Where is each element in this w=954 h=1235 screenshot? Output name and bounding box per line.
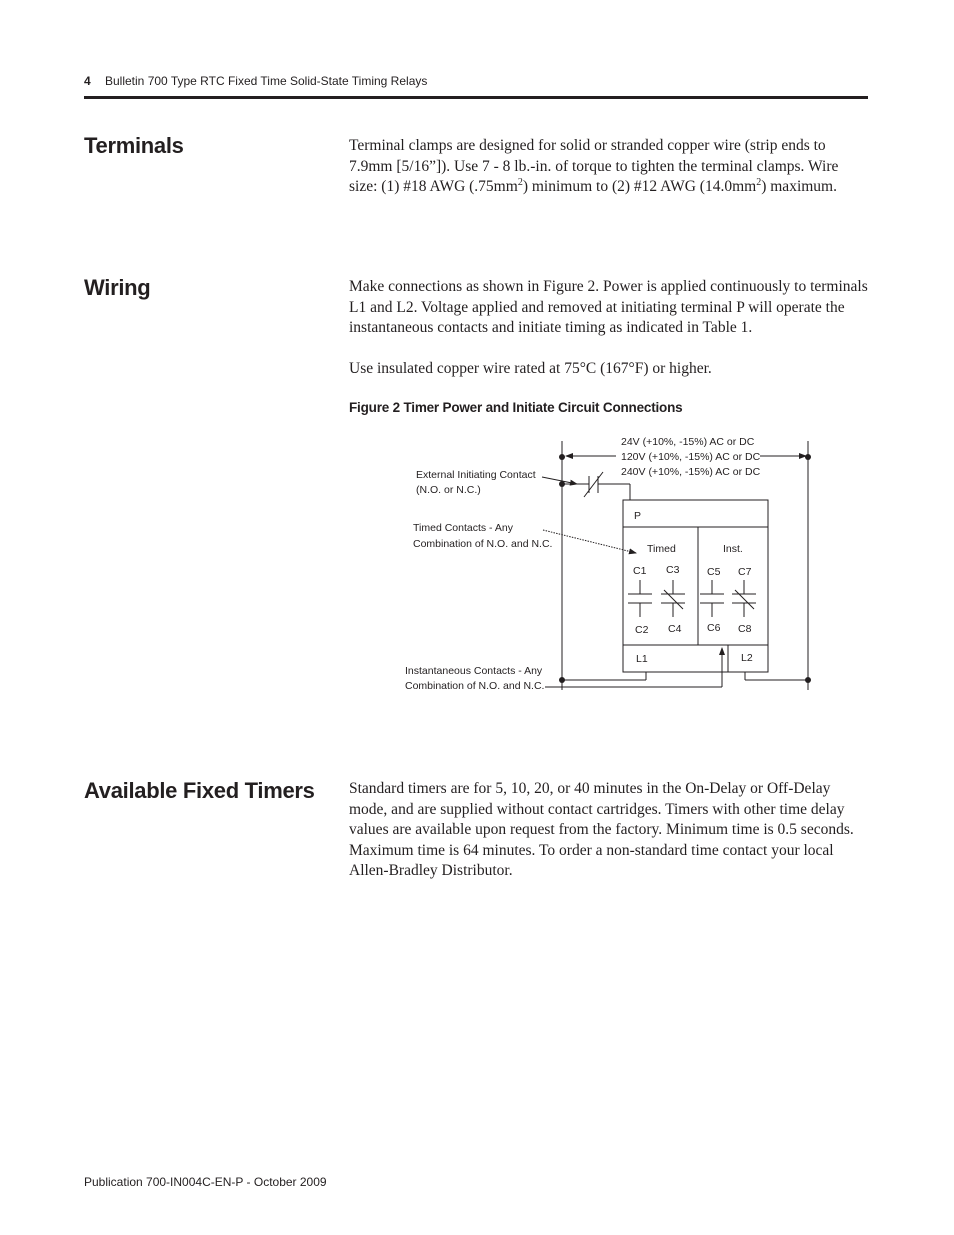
label-timed: Timed [647,543,676,555]
label-timed-contacts: Timed Contacts - Any [413,522,513,534]
terminal-c4: C4 [668,623,682,635]
terminal-c5: C5 [707,566,721,578]
terminal-p: P [634,510,642,522]
fixed-timers-paragraph: Standard timers are for 5, 10, 20, or 40 minutes in the On-Delay or Off-Delay mode, and are supplied without contact cartridges. Timers with other time delay values are available upon request from the factory. Minimum time is 0.5 seconds. Maximum time is 64 minutes. To order a non-standard time contact your local Allen-Bradley Distributor. [349,780,854,879]
wiring-paragraph-2: Use insulated copper wire rated at 75°C (167°F) or higher. [349,360,712,377]
label-external-contact: External Initiating Contact [416,469,536,481]
heading-terminals: Terminals [84,133,184,158]
voltage-line-1: 24V (+10%, -15%) AC or DC [621,436,755,448]
voltage-line-2: 120V (+10%, -15%) AC or DC [621,451,761,463]
terminal-c8: C8 [738,623,752,635]
label-inst-contacts: Instantaneous Contacts - Any [405,665,543,677]
label-external-contact-type: (N.O. or N.C.) [416,484,481,496]
label-inst: Inst. [723,543,743,555]
label-timed-contacts-type: Combination of N.O. and N.C. [413,538,553,550]
figure-caption: Figure 2 Timer Power and Initiate Circuit Connections [349,400,683,415]
terminals-paragraph: Terminal clamps are designed for solid or stranded copper wire (strip ends to 7.9mm [5/16”]). Use 7 - 8 lb.-in. of torque to tighten the terminal clamps. Wire size: (1) #18 AWG $(.75mm^2)$ minimum to (2) #12 AWG $(14.0mm^2)$ maximum. [349,137,839,195]
terminal-c1: C1 [633,565,647,577]
running-title: Bulletin 700 Type RTC Fixed Time Solid-State Timing Relays [105,74,428,88]
page-header [84,72,868,99]
terminal-l2: L2 [741,652,753,664]
terminal-c6: C6 [707,622,721,634]
terminal-c3: C3 [666,564,680,576]
page-number: 4 [84,74,91,88]
heading-wiring: Wiring [84,275,151,300]
footer-publication: Publication 700-IN004C-EN-P - October 2009 [84,1175,327,1189]
terminal-l1: L1 [636,653,648,665]
terminal-c2: C2 [635,624,649,636]
terminal-c7: C7 [738,566,752,578]
label-inst-contacts-type: Combination of N.O. and N.C. [405,680,545,692]
voltage-line-3: 240V (+10%, -15%) AC or DC [621,466,761,478]
wiring-paragraph-1: Make connections as shown in Figure 2. Power is applied continuously to terminals L1 and L2. Voltage applied and removed at initiating terminal P will operate the instantaneous contacts and initiate timing as indicated in Table 1. [349,278,868,336]
wiring-diagram [395,430,825,720]
heading-available-fixed-timers: Available Fixed Timers [84,778,315,803]
